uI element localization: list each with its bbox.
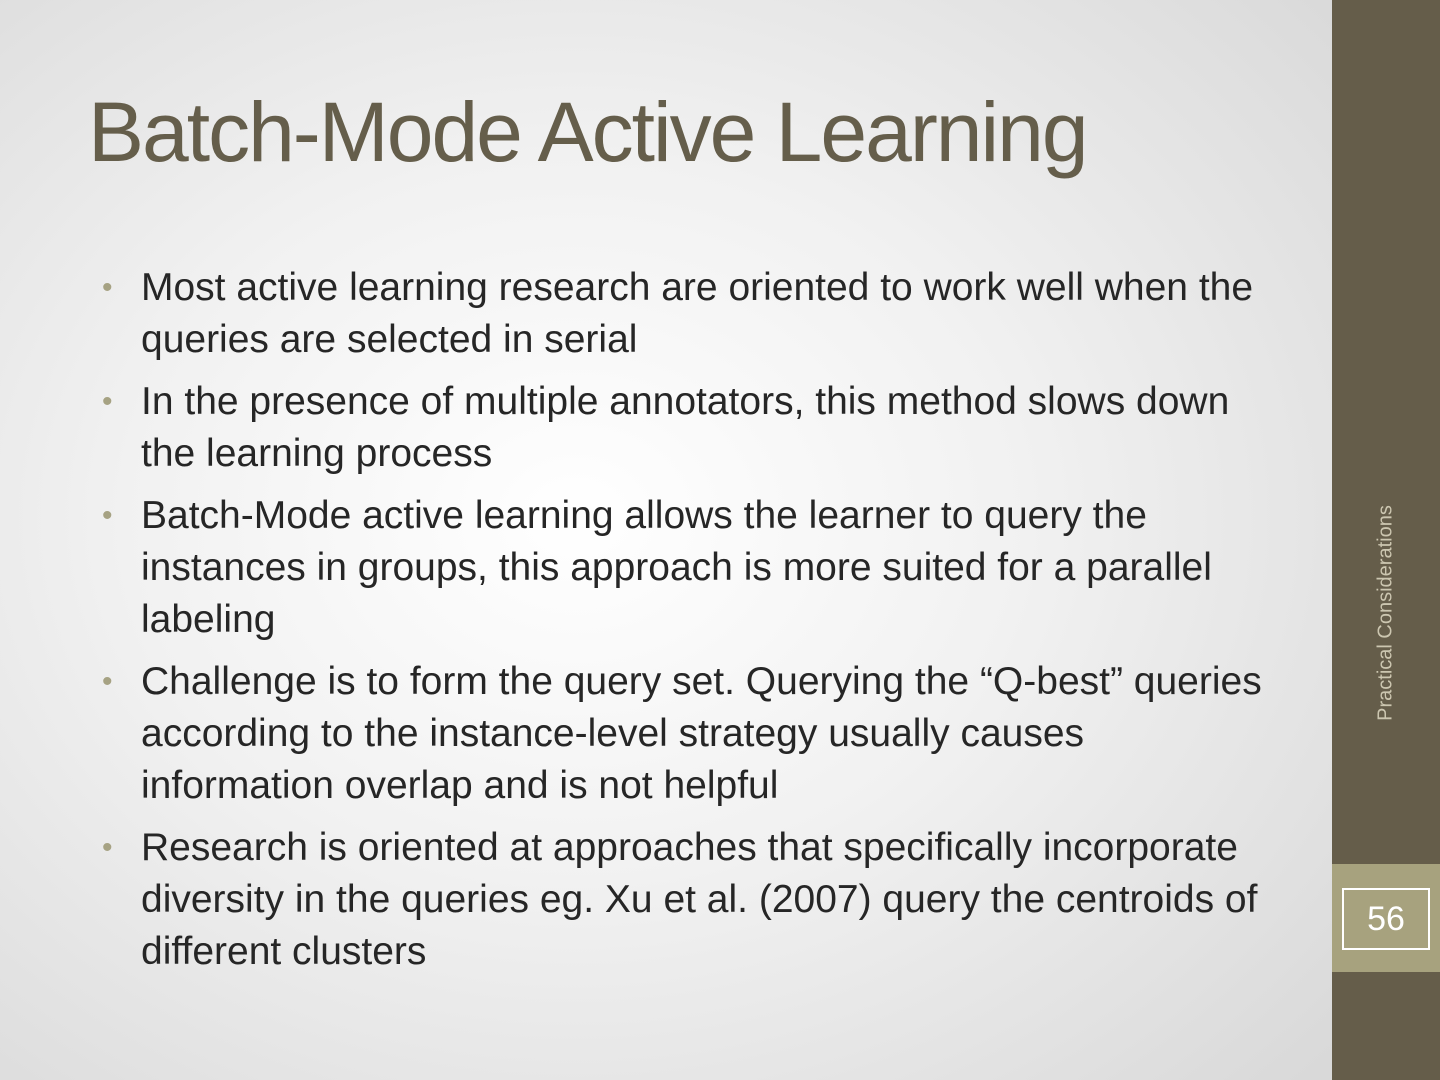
bullet-item	[100, 376, 1270, 480]
bullet-dot-icon: •	[102, 385, 113, 418]
slide-number-band	[1332, 864, 1440, 972]
bullet-list	[100, 262, 1270, 988]
bullet-text: In the presence of multiple annotators, this method slows down the learning process	[141, 380, 1230, 475]
slide-title: Batch-Mode Active Learning	[88, 85, 1087, 179]
bullet-text: Challenge is to form the query set. Querying the “Q-best” queries according to the instance-level strategy usually causes information overlap and is not helpful	[141, 660, 1262, 807]
bullet-text: Batch-Mode active learning allows the learner to query the instances in groups, this approach is more suited for a parallel labeling	[141, 494, 1212, 641]
bullet-text: Most active learning research are oriented to work well when the queries are selected in serial	[141, 266, 1254, 361]
bullet-text: Research is oriented at approaches that specifically incorporate diversity in the queries eg. Xu et al. (2007) query the centroids of different clusters	[141, 826, 1258, 973]
bullet-item	[100, 656, 1270, 812]
bullet-item	[100, 262, 1270, 366]
slide-number: 56	[1342, 888, 1430, 950]
bullet-item	[100, 490, 1270, 646]
bullet-dot-icon: •	[102, 271, 113, 304]
bullet-dot-icon: •	[102, 831, 113, 864]
bullet-item	[100, 822, 1270, 978]
bullet-dot-icon: •	[102, 499, 113, 532]
section-label: Practical Considerations	[1374, 505, 1397, 721]
sidebar	[1332, 0, 1440, 1080]
bullet-dot-icon: •	[102, 665, 113, 698]
